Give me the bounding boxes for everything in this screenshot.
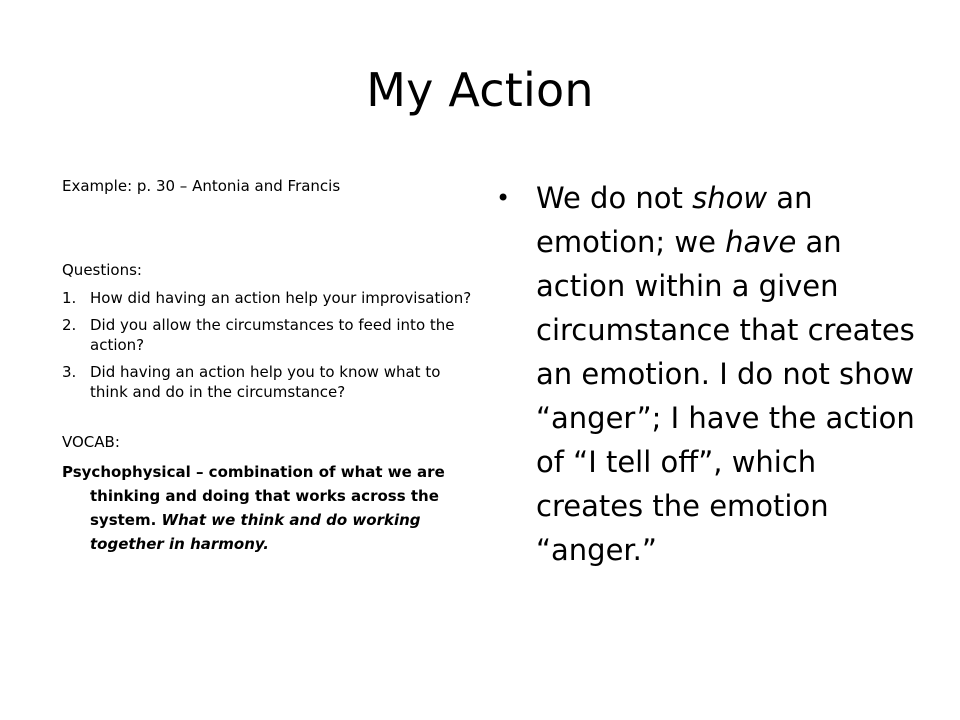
list-number: 2. bbox=[62, 316, 77, 334]
vocab-term-definition: Psychophysical – combination of what we are thinking and doing that works across the system. bbox=[62, 463, 445, 529]
list-number: 1. bbox=[62, 289, 77, 307]
bullet-emphasis-have: have bbox=[725, 225, 797, 259]
list-item bbox=[62, 288, 472, 308]
bullet-point bbox=[492, 176, 922, 572]
bullet-text-part: an emotion; we bbox=[536, 181, 813, 259]
list-item bbox=[62, 362, 472, 402]
vocab-label: VOCAB: bbox=[62, 433, 120, 451]
questions-label: Questions: bbox=[62, 261, 142, 279]
list-item bbox=[62, 315, 472, 355]
right-column bbox=[492, 176, 922, 572]
list-number: 3. bbox=[62, 363, 77, 381]
question-text: Did you allow the circumstances to feed into the action? bbox=[90, 316, 455, 354]
bullet-text bbox=[536, 181, 915, 567]
vocab-italic-note: What we think and do working together in harmony. bbox=[90, 511, 421, 553]
question-text: Did having an action help you to know what to think and do in the circumstance? bbox=[90, 363, 441, 401]
questions-list bbox=[62, 288, 472, 402]
bullet-text-part: We do not bbox=[536, 181, 693, 215]
vocab-definition bbox=[62, 460, 472, 556]
example-text: Example: p. 30 – Antonia and Francis bbox=[62, 177, 341, 195]
slide-title: My Action bbox=[366, 63, 594, 117]
bullet-emphasis-show: show bbox=[692, 181, 768, 215]
bullet-text-part: an action within a given circumstance that creates an emotion. I do not show “anger”; I have the action of “I tell off”, which creates the emotion “anger.” bbox=[536, 225, 915, 567]
bullet-icon: • bbox=[496, 184, 511, 212]
question-text: How did having an action help your improvisation? bbox=[90, 289, 472, 307]
left-column bbox=[62, 176, 472, 556]
